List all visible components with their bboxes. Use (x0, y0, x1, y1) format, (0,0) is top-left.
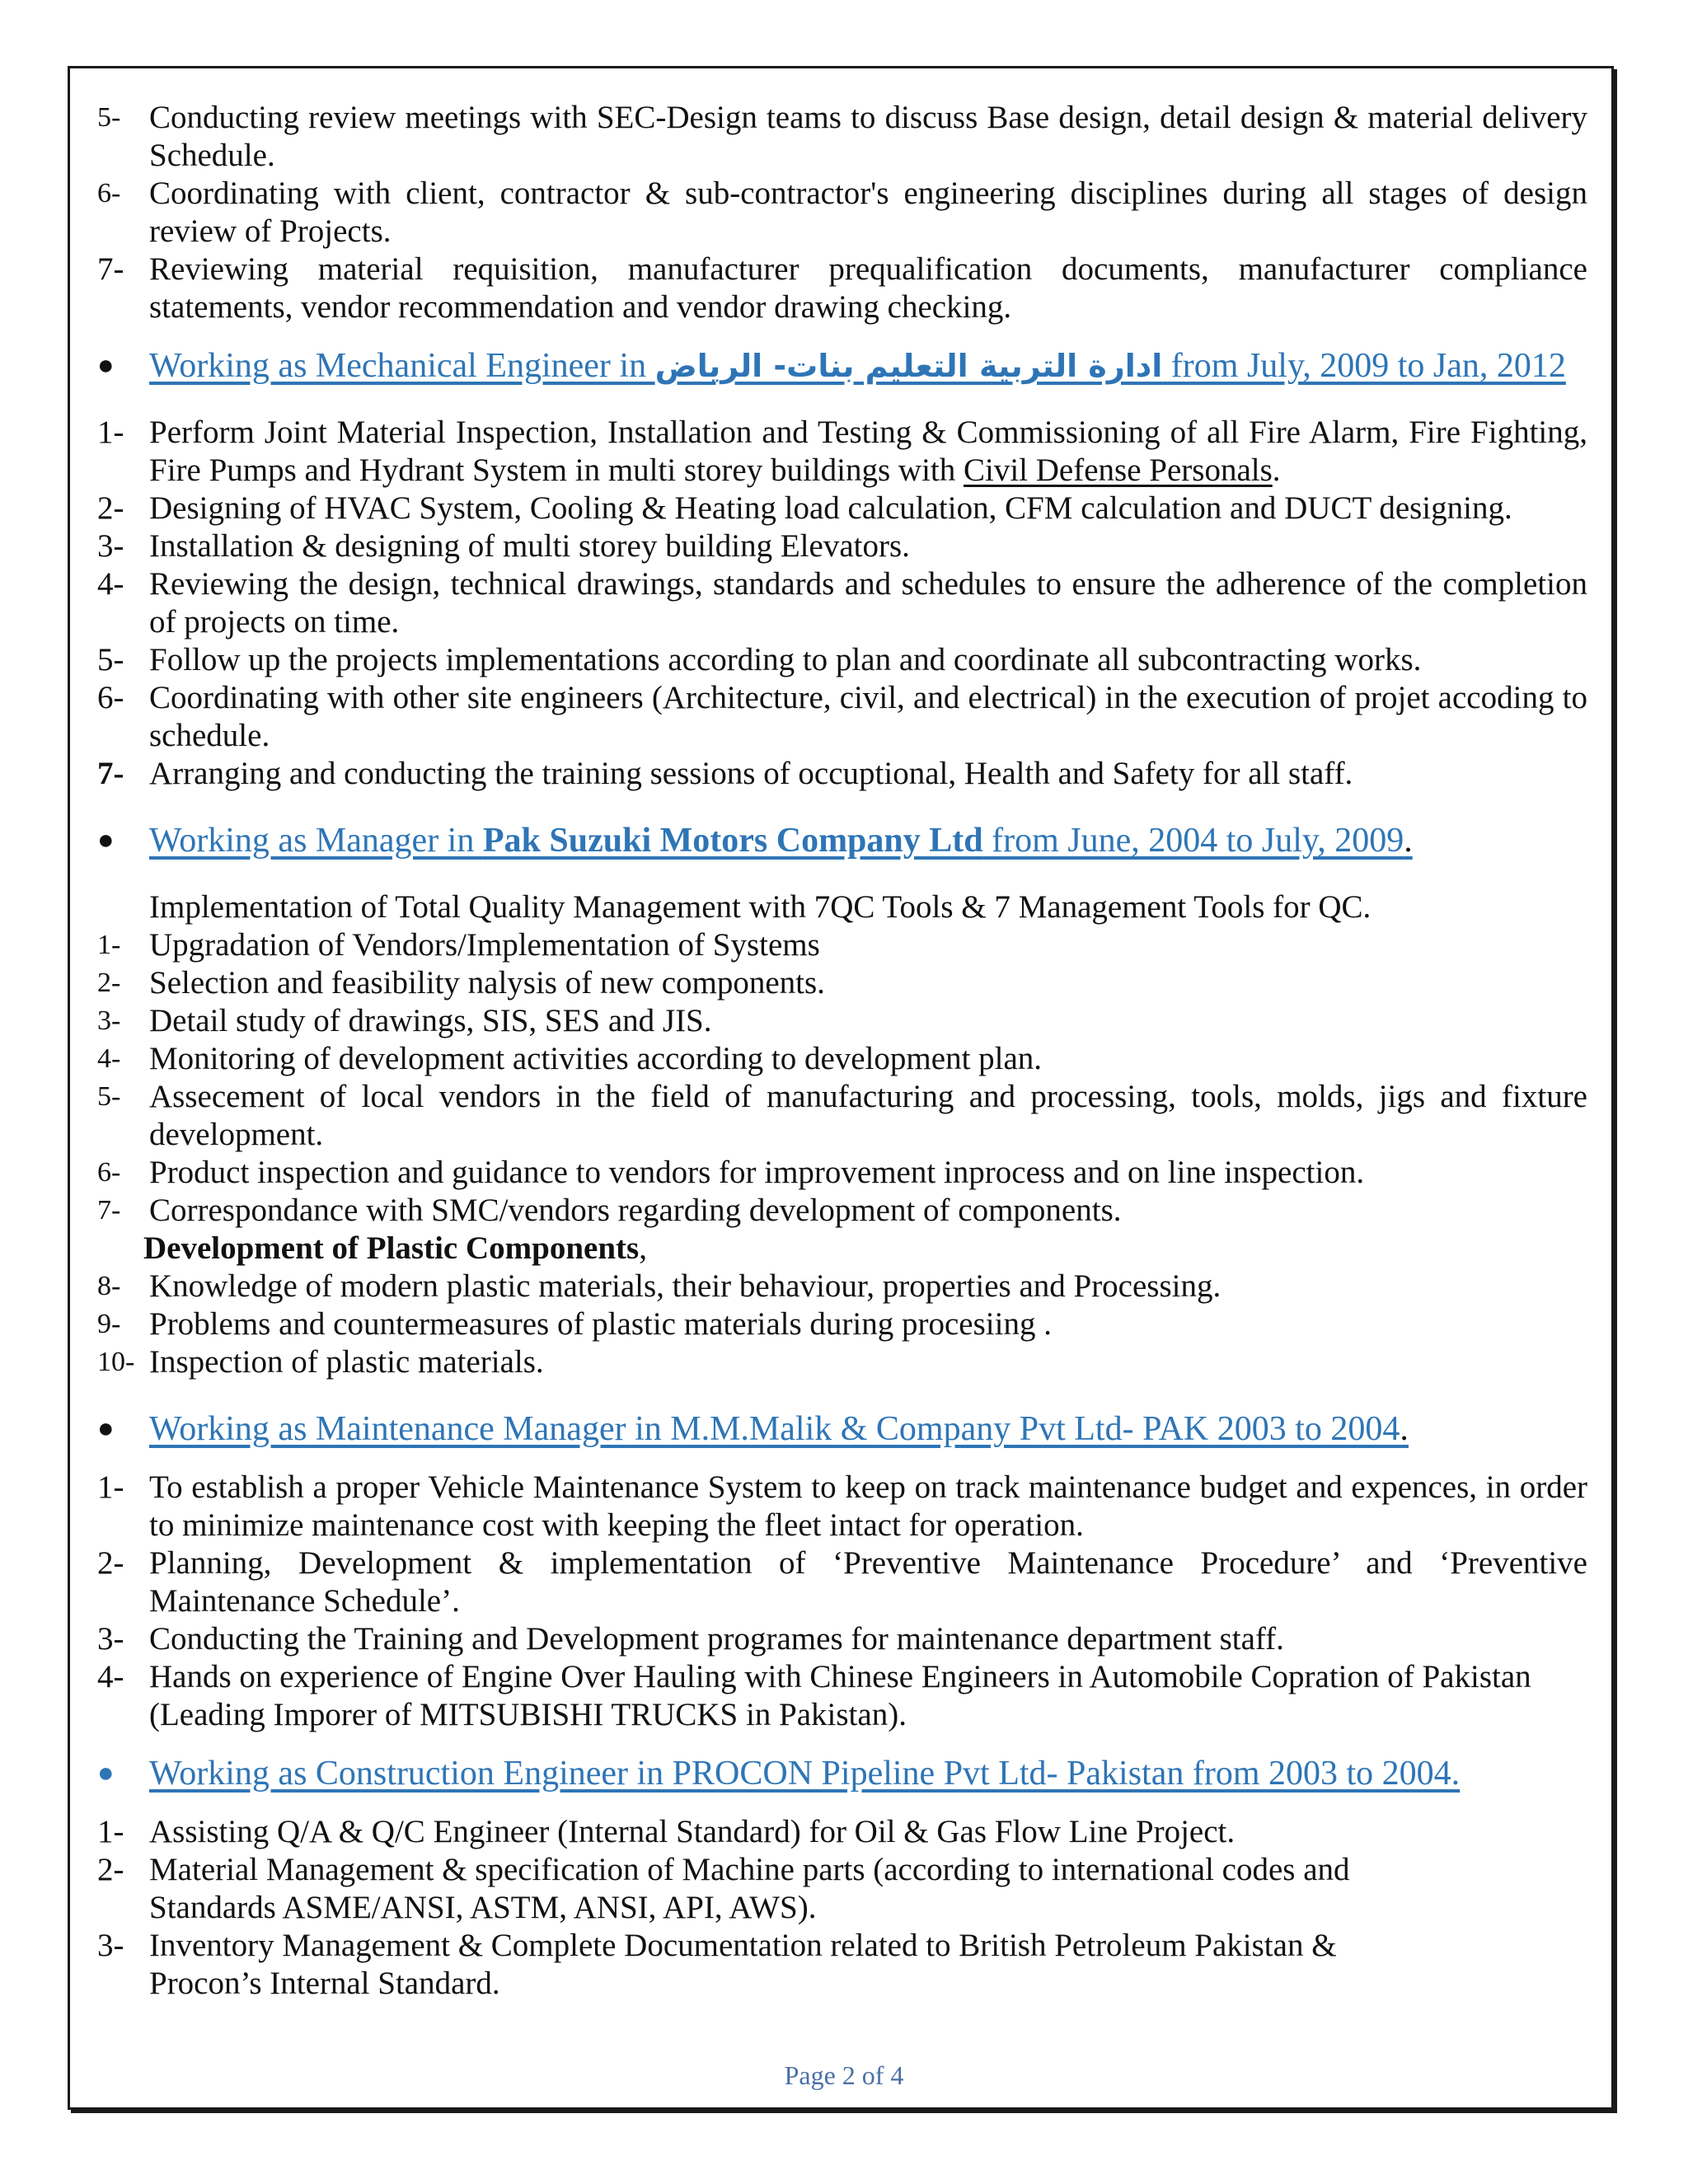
job-heading-pak-suzuki[interactable]: ● Working as Manager in Pak Suzuki Motors Company Ltd from June, 2004 to July, 2009. (97, 818, 1587, 864)
pak-suzuki-duties (97, 888, 1587, 1381)
list-item: 4- Hands on experience of Engine Over Hauling with Chinese Engineers in Automobile Copration of Pakistan (Leading Imporer of MITSUBISHI TRUCKS in Pakistan). (97, 1659, 1531, 1732)
list-item: 7- Correspondance with SMC/vendors regarding development of components. (97, 1193, 1122, 1228)
list-item: 7- Arranging and conducting the training sessions of occuptional, Health and Safety for all staff. (97, 756, 1353, 791)
list-item: 8- Knowledge of modern plastic materials, their behaviour, properties and Processing. (97, 1268, 1221, 1304)
list-item: 6- Coordinating with client, contractor & sub-contractor's engineering disciplines during all stages of design review of Projects. (97, 176, 1587, 249)
list-item: 2- Selection and feasibility nalysis of new components. (97, 965, 825, 1001)
list-item: 1- Assisting Q/A & Q/C Engineer (Internal Standard) for Oil & Gas Flow Line Project. (97, 1814, 1236, 1849)
list-item: 2- Designing of HVAC System, Cooling & Heating load calculation, CFM calculation and DUCT designing. (97, 490, 1512, 526)
list-item: 5- Conducting review meetings with SEC-Design teams to discuss Base design, detail design & material delivery Schedule. (97, 100, 1587, 173)
list-item: 5- Follow up the projects implementations according to plan and coordinate all subcontracting works. (97, 642, 1422, 677)
list-item: 6- Coordinating with other site engineers (Architecture, civil, and electrical) in the execution of projet accoding to schedule. (97, 680, 1587, 753)
list-item: 5- Assecement of local vendors in the field of manufacturing and processing, tools, molds, jigs and fixture development. (97, 1079, 1587, 1152)
list-item: 6- Product inspection and guidance to vendors for improvement inprocess and on line inspection. (97, 1155, 1365, 1190)
list-item: 4- Reviewing the design, technical drawings, standards and schedules to ensure the adherence of the completion of projects on time. (97, 566, 1587, 640)
list-item: 1- Upgradation of Vendors/Implementation of Systems (97, 927, 820, 963)
list-item: 3- Installation & designing of multi storey building Elevators. (97, 528, 910, 564)
procon-duties (97, 1813, 1587, 2003)
list-item: 2- Material Management & specification of Machine parts (according to international codes and Standards ASME/ANSI, ASTM, ANSI, API, AWS). (97, 1852, 1350, 1925)
list-item: 10- Inspection of plastic materials. (97, 1344, 544, 1380)
sec-design-list (97, 99, 1587, 326)
list-item: 7- Reviewing material requisition, manufacturer prequalification documents, manufacturer compliance statements, vendor recommendation and vendor drawing checking. (97, 251, 1587, 325)
list-item: 3- Detail study of drawings, SIS, SES and JIS. (97, 1003, 712, 1038)
list-item: 3- Conducting the Training and Development programes for maintenance department staff. (97, 1621, 1284, 1657)
page-number: Page 2 of 4 (784, 2060, 904, 2090)
list-item: 2- Planning, Development & implementation of ‘Preventive Maintenance Procedure’ and ‘Preventive Maintenance Schedule’. (97, 1545, 1587, 1619)
resume-page-content (97, 99, 1587, 2003)
mechanical-engineer-duties (97, 414, 1587, 793)
mm-malik-duties (97, 1469, 1587, 1734)
bullet-icon: ● (97, 825, 115, 855)
job-heading-mechanical-engineer[interactable]: ● Working as Mechanical Engineer in ادارة التربية التعليم بنات- الرياض from July, 2009 to Jan, 2012 (97, 343, 1587, 389)
job-heading-procon[interactable]: ● Working as Construction Engineer in PROCON Pipeline Pvt Ltd- Pakistan from 2003 to 2004. (97, 1750, 1587, 1797)
arabic-employer-name: ادارة التربية التعليم بنات- الرياض (654, 348, 1163, 384)
job-heading-mm-malik[interactable]: ● Working as Maintenance Manager in M.M.Malik & Company Pvt Ltd- PAK 2003 to 2004. (97, 1406, 1587, 1452)
list-item: 3- Inventory Management & Complete Documentation related to British Petroleum Pakistan & Procon’s Internal Standard. (97, 1928, 1337, 2001)
bullet-icon: ● (97, 1758, 115, 1788)
list-item: 4- Monitoring of development activities according to development plan. (97, 1041, 1043, 1076)
bullet-icon: ● (97, 1413, 115, 1444)
bullet-icon: ● (97, 350, 115, 381)
list-item: 1- Perform Joint Material Inspection, Installation and Testing & Commissioning of all Fire Alarm, Fire Fighting, Fire Pumps and Hydrant System in multi storey buildings with Civil Defense Personals. (97, 415, 1587, 488)
subheading-plastic-components: Development of Plastic Components, (143, 1230, 647, 1266)
list-item: 1- To establish a proper Vehicle Maintenance System to keep on track maintenance budget and expences, in order to minimize maintenance cost with keeping the fleet intact for operation. (97, 1469, 1587, 1543)
intro-text: Implementation of Total Quality Management with 7QC Tools & 7 Management Tools for QC. (149, 889, 1372, 925)
list-item: 9- Problems and countermeasures of plastic materials during procesiing . (97, 1306, 1052, 1342)
